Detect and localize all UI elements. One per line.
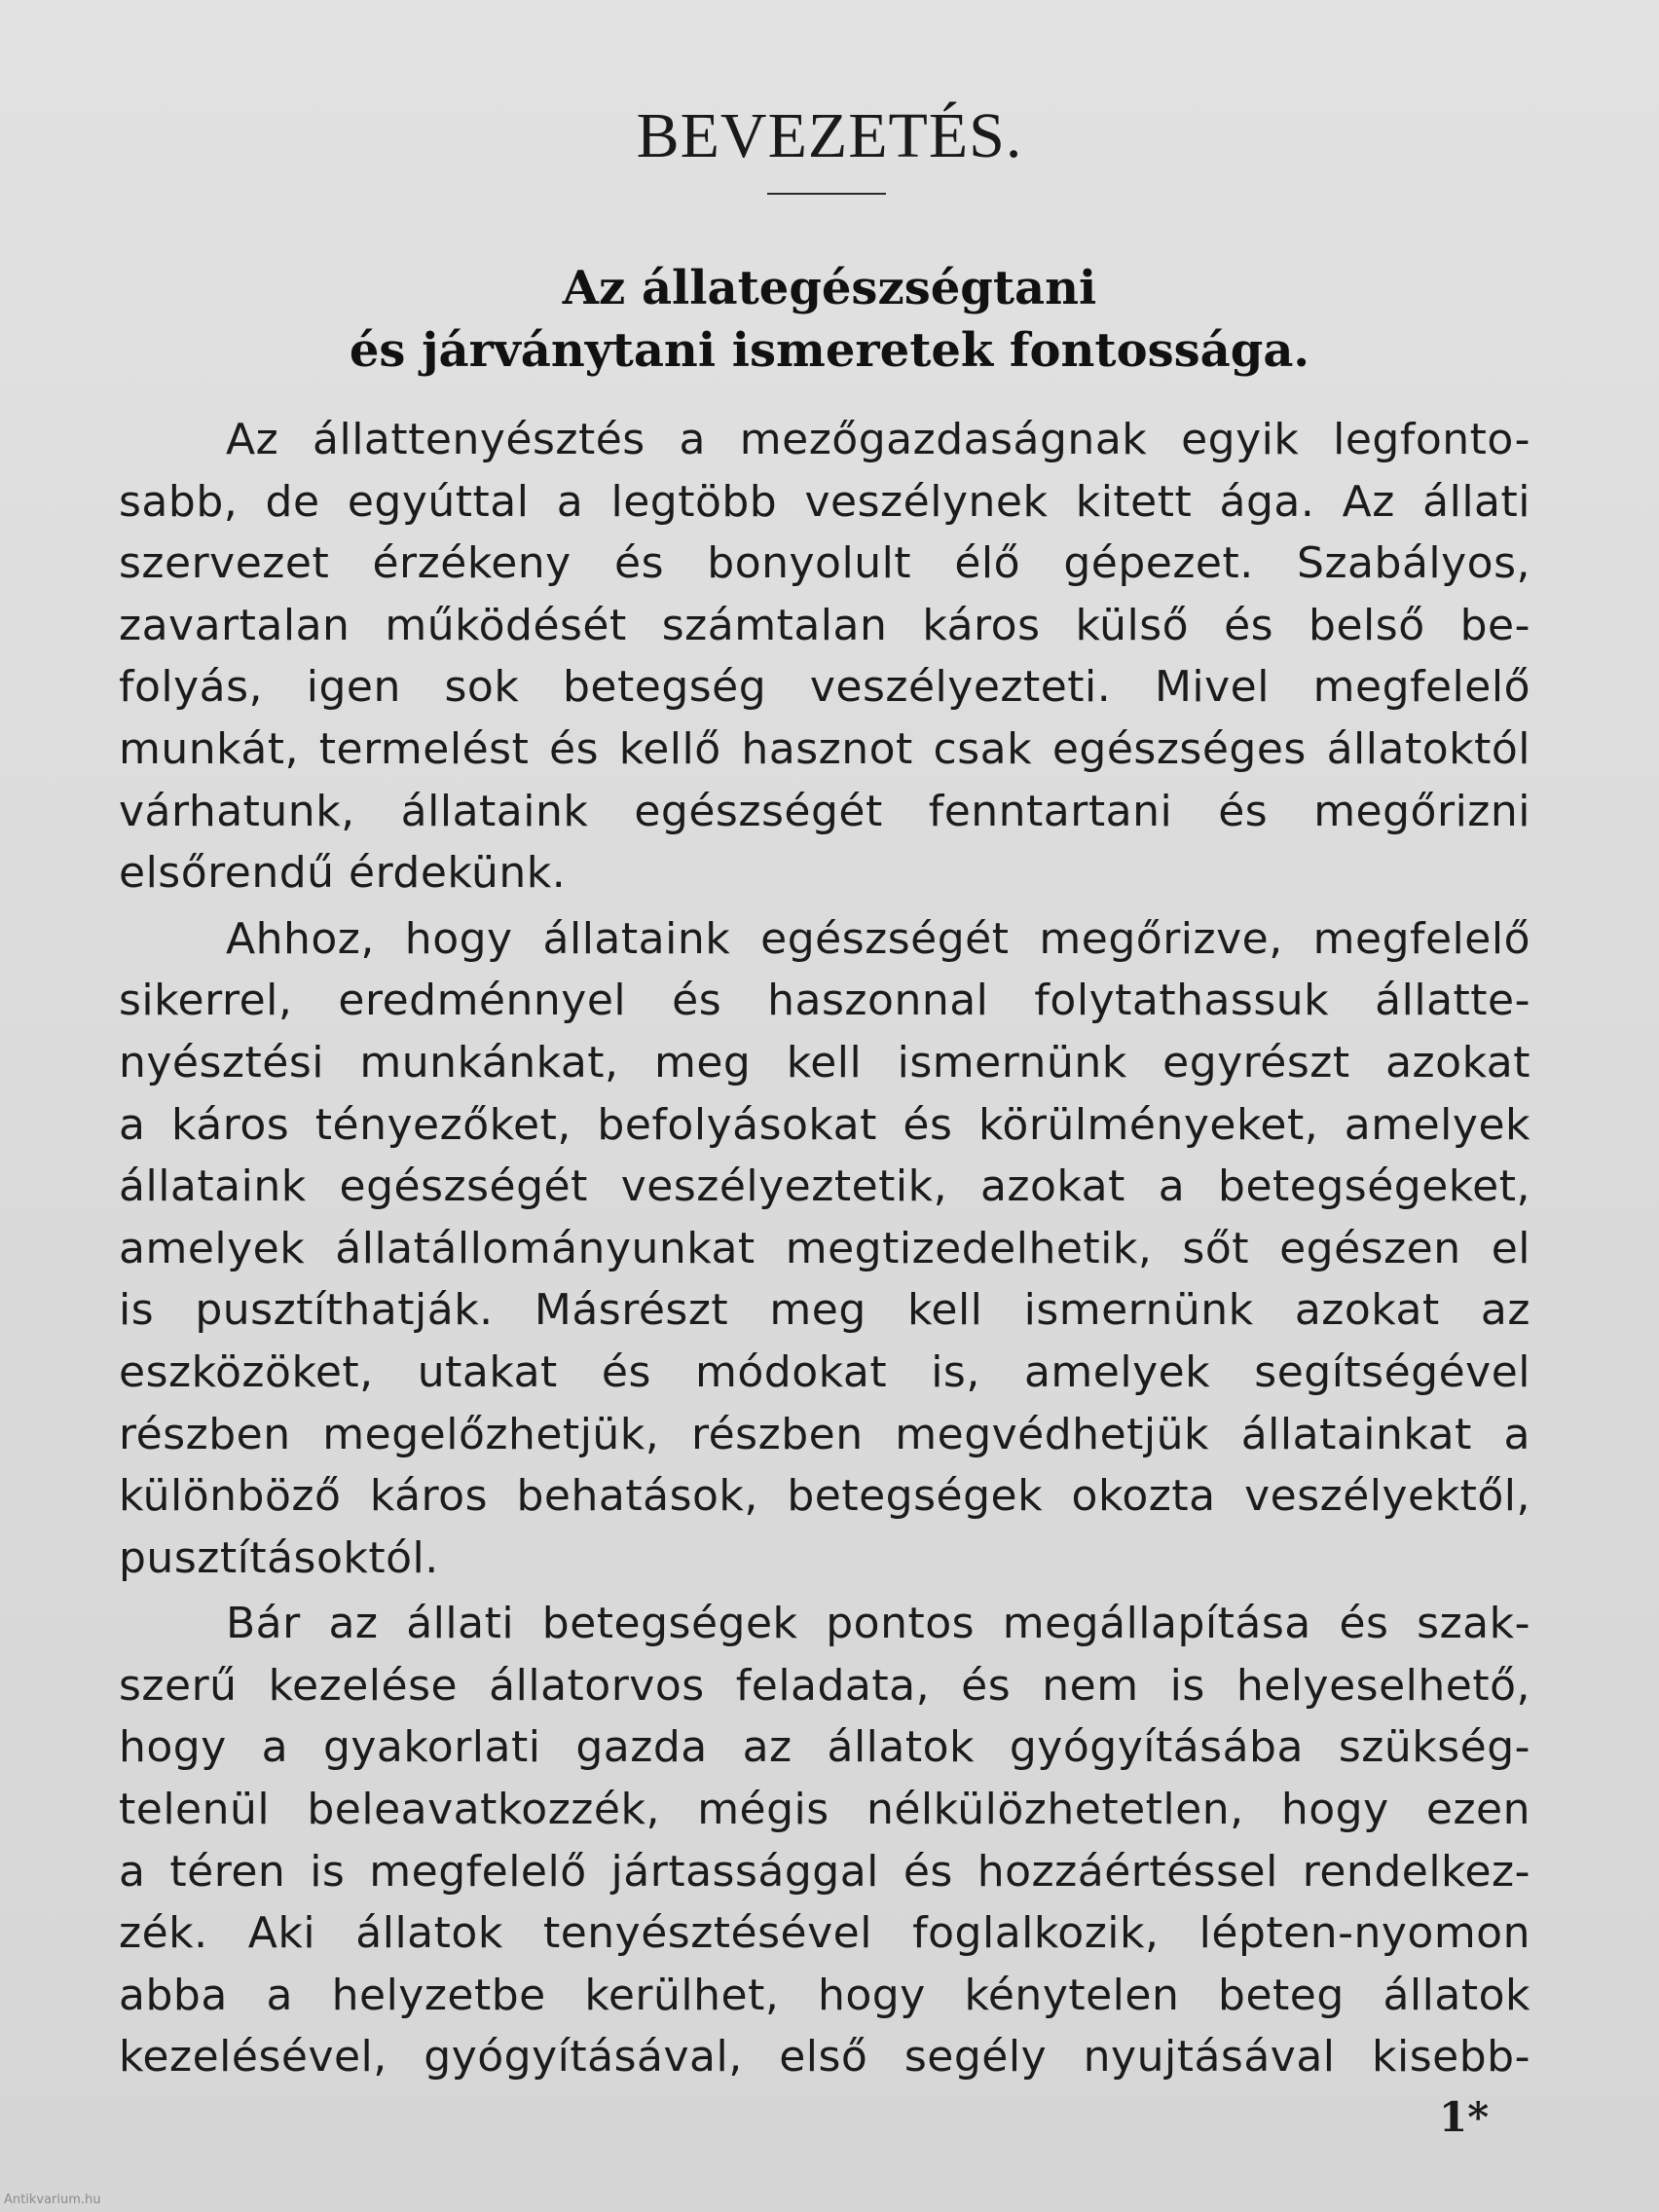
text-line: szerű kezelése állatorvos feladata, és nem is helyeselhető, — [119, 1660, 1530, 1711]
section-title-line-2: és járványtani ismeretek fontossága. — [349, 323, 1310, 378]
text-line: hogy a gyakorlati gazda az állatok gyógyításába szükség- — [119, 1722, 1530, 1773]
text-line: részben megelőzhetjük, részben megvédhetjük állatainkat a — [119, 1409, 1530, 1459]
text-line: Ahhoz, hogy állataink egészségét megőrizve, megfelelő — [226, 913, 1530, 964]
text-line: várhatunk, állataink egészségét fenntartani és megőrizni — [119, 786, 1530, 836]
text-line: is pusztíthatják. Másrészt meg kell ismernünk azokat az — [119, 1285, 1530, 1336]
watermark: Antikvarium.hu — [4, 2193, 101, 2207]
text-line: telenül beleavatkozzék, mégis nélkülözhetetlen, hogy ezen — [119, 1785, 1530, 1835]
text-line: Az állattenyésztés a mezőgazdaságnak egyik legfonto- — [226, 415, 1530, 464]
text-line: a téren is megfelelő jártassággal és hozzáértéssel rendelkez- — [119, 1846, 1530, 1897]
section-title-line-1: Az állategészségtani — [562, 261, 1097, 315]
text-line: sabb, de egyúttal a legtöbb veszélynek kitett ága. Az állati — [119, 476, 1530, 527]
text-line: munkát, termelést és kellő hasznot csak egészséges állatoktól — [119, 723, 1530, 774]
text-line: Bár az állati betegségek pontos megállapítása és szak- — [226, 1599, 1530, 1649]
title-divider — [767, 193, 886, 195]
text-line: elsőrendű érdekünk. — [119, 848, 567, 899]
text-line: zavartalan működését számtalan káros külső és belső be- — [119, 600, 1530, 650]
paragraph-2 — [119, 908, 1530, 1590]
chapter-title: BEVEZETÉS. — [636, 100, 1023, 171]
text-line: zék. Aki állatok tenyésztésével foglalkozik, lépten-nyomon — [119, 1908, 1530, 1959]
text-line: sikerrel, eredménnyel és haszonnal folytathassuk állatte- — [119, 976, 1530, 1026]
text-line: állataink egészségét veszélyeztetik, azokat a betegségeket, — [119, 1161, 1530, 1212]
text-line: kezelésével, gyógyításával, első segély nyujtásával kisebb- — [119, 2032, 1530, 2083]
text-line: szervezet érzékeny és bonyolult élő gépezet. Szabályos, — [119, 538, 1530, 589]
text-line: folyás, igen sok betegség veszélyezteti. Mivel megfelelő — [119, 662, 1530, 713]
text-line: különböző káros behatások, betegségek okozta veszélyektől, — [119, 1471, 1530, 1522]
paragraph-3 — [119, 1593, 1530, 2088]
text-line: a káros tényezőket, befolyásokat és körülményeket, amelyek — [119, 1099, 1530, 1150]
paragraph-1 — [119, 409, 1530, 904]
section-title — [0, 257, 1659, 382]
text-line: pusztításoktól. — [119, 1532, 439, 1583]
page-number: 1* — [1439, 2093, 1490, 2141]
text-line: abba a helyzetbe kerülhet, hogy kénytelen beteg állatok — [119, 1970, 1530, 2020]
text-line: nyésztési munkánkat, meg kell ismernünk egyrészt azokat — [119, 1037, 1530, 1088]
text-line: eszközöket, utakat és módokat is, amelyek segítségével — [119, 1346, 1530, 1397]
body-text — [119, 409, 1530, 2092]
text-line: amelyek állatállományunkat megtizedelhetik, sőt egészen el — [119, 1223, 1530, 1273]
